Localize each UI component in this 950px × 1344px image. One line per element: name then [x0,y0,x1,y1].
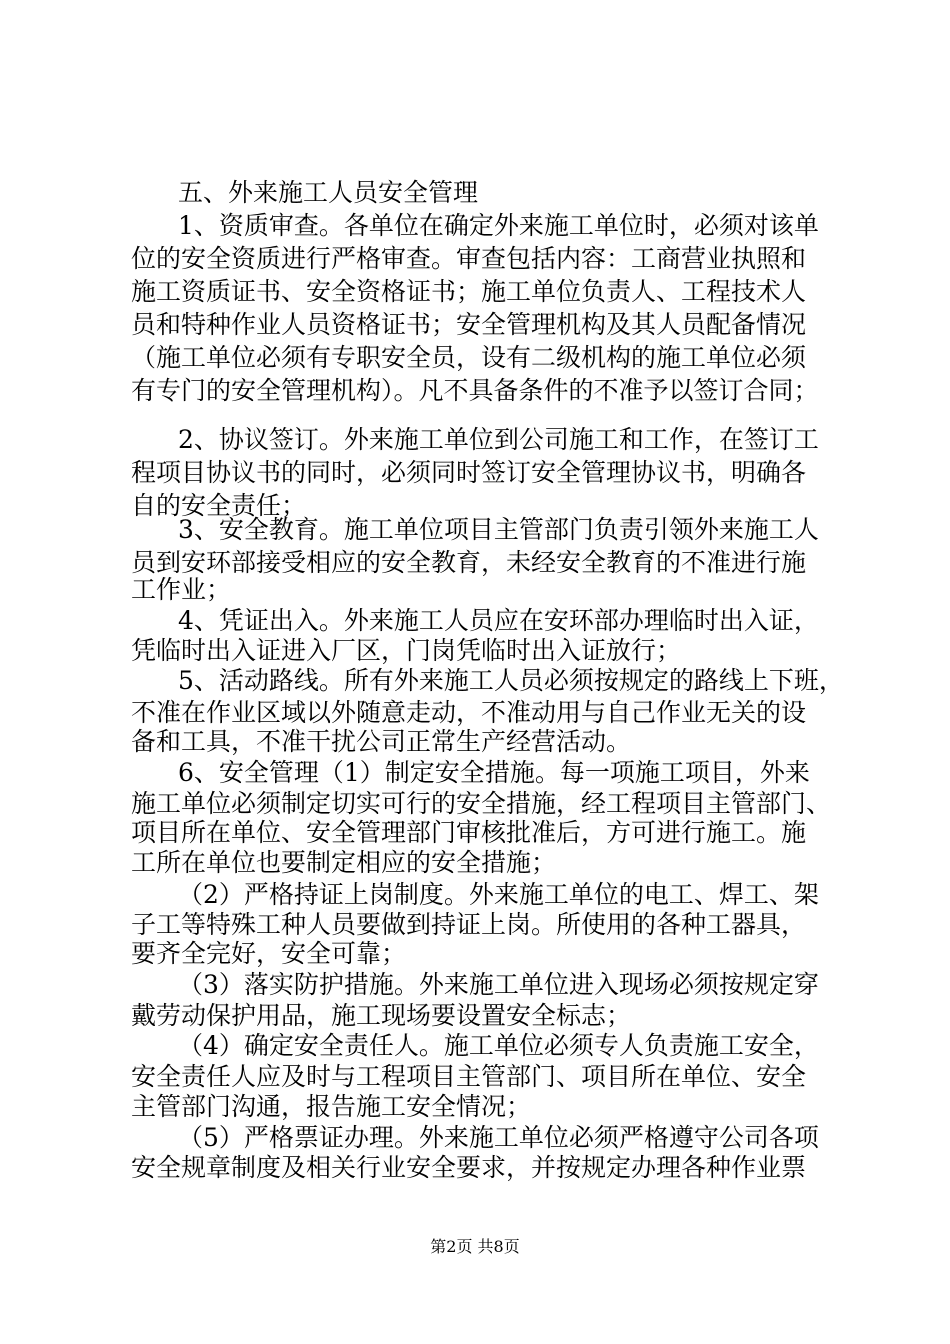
paragraph-line: 程项目协议书的同时，必须同时签订安全管理协议书，明确各 [131,458,807,487]
paragraph-line: 项目所在单位、安全管理部门审核批准后，方可进行施工。施 [131,818,807,847]
paragraph-line: （5）严格票证办理。外来施工单位必须严格遵守公司各项 [178,1123,819,1152]
paragraph-line: 主管部门沟通，报告施工安全情况； [131,1092,532,1121]
section-heading: 五、外来施工人员安全管理 [178,178,479,207]
paragraph-line: 要齐全完好，安全可靠； [131,939,407,968]
paragraph-line: 有专门的安全管理机构）。凡不具备条件的不准予以签订合同； [131,376,819,405]
page-number-footer: 第2页 共8页 [430,1237,520,1256]
paragraph-line: （3）落实防护措施。外来施工单位进入现场必须按规定穿 [178,970,819,999]
paragraph-line: （施工单位必须有专职安全员，设有二级机构的施工单位必须 [131,343,807,372]
paragraph-line: 施工资质证书、安全资格证书；施工单位负责人、工程技术人 [131,277,807,306]
paragraph-line: 2、协议签订。外来施工单位到公司施工和工作，在签订工 [178,425,819,454]
paragraph-line: 工所在单位也要制定相应的安全措施； [131,848,557,877]
paragraph-line: 施工单位必须制定切实可行的安全措施，经工程项目主管部门、 [131,789,832,818]
paragraph-line: 自的安全责任； [131,491,307,520]
paragraph-line: 1、资质审查。各单位在确定外来施工单位时，必须对该单 [178,211,819,240]
paragraph-line: 5、活动路线。所有外来施工人员必须按规定的路线上下班， [178,666,844,695]
paragraph-line: 安全规章制度及相关行业安全要求，并按规定办理各种作业票 [131,1153,807,1182]
paragraph-line: 6、安全管理（1）制定安全措施。每一项施工项目，外来 [178,758,810,787]
paragraph-line: （4）确定安全责任人。施工单位必须专人负责施工安全， [178,1031,819,1060]
paragraph-line: 员和特种作业人员资格证书；安全管理机构及其人员配备情况 [131,310,807,339]
paragraph-line: 凭临时出入证进入厂区，门岗凭临时出入证放行； [131,636,682,665]
paragraph-line: 3、安全教育。施工单位项目主管部门负责引领外来施工人 [178,515,819,544]
paragraph-line: 员到安环部接受相应的安全教育，未经安全教育的不准进行施 [131,548,807,577]
paragraph-line: 工作业； [131,575,232,604]
paragraph-line: 备和工具，不准干扰公司正常生产经营活动。 [131,727,632,756]
paragraph-line: 不准在作业区域以外随意走动，不准动用与自己作业无关的设 [131,698,807,727]
paragraph-line: 子工等特殊工种人员要做到持证上岗。所使用的各种工器具， [131,910,807,939]
paragraph-line: 位的安全资质进行严格审查。审查包括内容：工商营业执照和 [131,244,807,273]
paragraph-line: 4、凭证出入。外来施工人员应在安环部办理临时出入证， [178,606,819,635]
paragraph-line: 戴劳动保护用品，施工现场要设置安全标志； [131,1001,632,1030]
paragraph-line: 安全责任人应及时与工程项目主管部门、项目所在单位、安全 [131,1062,807,1091]
paragraph-line: （2）严格持证上岗制度。外来施工单位的电工、焊工、架 [178,880,819,909]
